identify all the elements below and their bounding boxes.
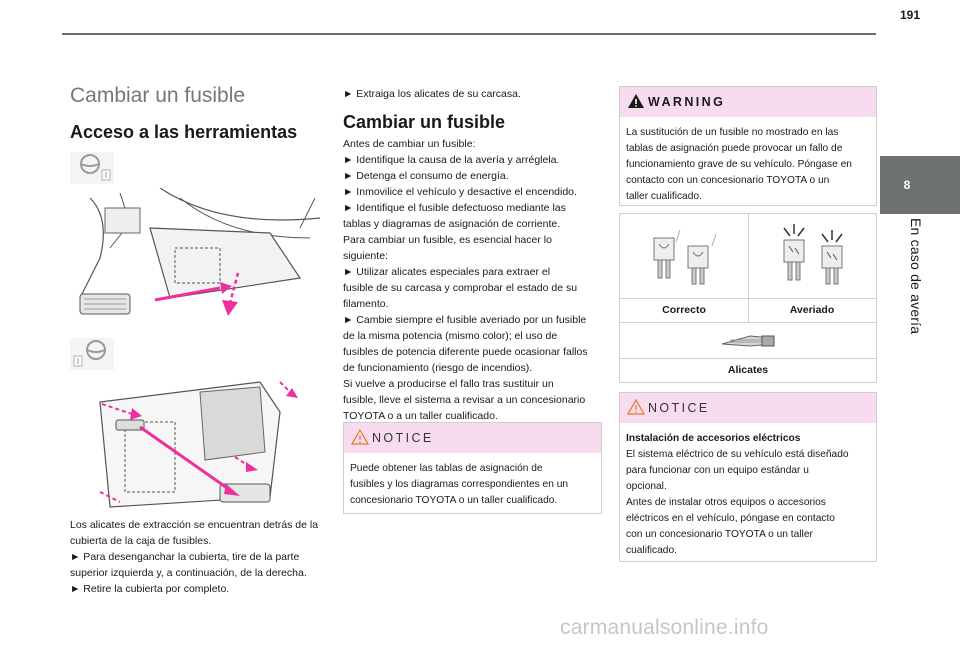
notice-label: NOTICE (372, 431, 434, 445)
notice-body (620, 423, 876, 565)
notice-line: concesionario TOYOTA o un taller cualificado. (350, 495, 558, 506)
chapter-tab[interactable] (880, 156, 960, 214)
pliers-icon (720, 330, 776, 352)
blown-fuse-icon (774, 222, 854, 290)
notice-body (344, 453, 601, 515)
caption-line: superior izquierda y, a continuación, de la derecha. (70, 567, 307, 579)
instruction-line: filamento. (343, 298, 389, 310)
notice-line: cualificado. (626, 545, 677, 556)
warning-line: contacto con un concesionario TOYOTA o un (626, 175, 830, 186)
notice-line: fusibles y los diagramas correspondientes en un (350, 479, 569, 490)
notice-label: NOTICE (648, 401, 710, 415)
caution-triangle-icon (351, 429, 369, 445)
warning-line: La sustitución de un fusible no mostrado en las (626, 127, 839, 138)
warning-label: WARNING (648, 95, 726, 109)
caption-line: Los alicates de extracción se encuentran detrás de la (70, 519, 319, 531)
warning-line: tablas de asignación puede provocar un fallo de (626, 143, 843, 154)
steering-wheel-icon (70, 338, 114, 370)
notice-subheading: Instalación de accesorios eléctricos (626, 433, 801, 444)
chapter-number: 8 (903, 178, 911, 192)
notice-box-accessories (619, 392, 877, 562)
instruction-line: de funcionamiento (riesgo de incendios). (343, 362, 533, 374)
fusebox-location-illustration (70, 188, 330, 326)
instruction-line: tablas y diagramas de asignación de corriente. (343, 218, 561, 230)
blown-label: Averiado (789, 304, 835, 316)
pliers-label: Alicates (727, 364, 769, 376)
tools-caption (70, 517, 332, 597)
table-divider (620, 358, 876, 359)
change-fuse-instructions (343, 136, 605, 424)
instruction-line: ► Detenga el consumo de energía. (343, 170, 509, 182)
page-number: 191 (899, 8, 920, 22)
notice-line: Antes de instalar otros equipos o accesorios (626, 497, 826, 508)
notice-header (620, 393, 876, 423)
instruction-line: fusible, lleve el sistema a revisar a un concesionario (343, 394, 586, 406)
warning-triangle-icon (627, 93, 645, 109)
notice-line: para funcionar con un equipo estándar u (626, 465, 809, 476)
notice-line: eléctricos en el vehículo, póngase en contacto (626, 513, 835, 524)
instruction-line: de la misma potencia (mismo color); el uso de (343, 330, 558, 342)
instruction-line: ► Identifique la causa de la avería y arréglela. (343, 154, 560, 166)
instruction-line: ► Identifique el fusible defectuoso mediante las (343, 202, 566, 214)
warning-body (620, 117, 876, 211)
notice-header (344, 423, 601, 453)
chapter-label: En caso de avería (908, 218, 924, 335)
warning-line: taller cualificado. (626, 191, 702, 202)
fusebox-cover-illustration (80, 372, 330, 510)
warning-box (619, 86, 877, 206)
caution-triangle-icon (627, 399, 645, 415)
page-title: Cambiar un fusible (70, 84, 246, 107)
notice-line: El sistema eléctrico de su vehículo está diseñado (626, 449, 849, 460)
instruction-line: Si vuelve a producirse el fallo tras sustituir un (343, 378, 554, 390)
instruction-line: fusible de su carcasa y comprobar el estado de su (343, 282, 578, 294)
watermark: carmanualsonline.info (560, 616, 769, 639)
warning-line: funcionamiento grave de su vehículo. Póngase en (626, 159, 852, 170)
instruction-line: ► Inmovilice el vehículo y desactive el encendido. (343, 186, 577, 198)
section-heading-tools: Acceso a las herramientas (70, 122, 298, 142)
instruction-line: TOYOTA o a un taller cualificado. (343, 410, 498, 422)
instruction-line: ► Utilizar alicates especiales para extraer el (343, 266, 551, 278)
instruction-line: ► Cambie siempre el fusible averiado por un fusible (343, 314, 587, 326)
extract-pliers-step: ► Extraiga los alicates de su carcasa. (343, 88, 521, 100)
table-divider (620, 322, 876, 323)
table-divider (620, 298, 876, 299)
instruction-line: Para cambiar un fusible, es esencial hacer lo (343, 234, 552, 246)
instruction-line: fusibles de potencia diferente puede ocasionar fallos (343, 346, 588, 358)
warning-header (620, 87, 876, 117)
caption-line: cubierta de la caja de fusibles. (70, 535, 212, 547)
fuse-state-table (619, 213, 877, 383)
notice-box-tables (343, 422, 602, 514)
instruction-line: siguiente: (343, 250, 388, 262)
notice-line: opcional. (626, 481, 667, 492)
header-rule (62, 33, 876, 35)
section-heading-change-fuse: Cambiar un fusible (343, 112, 506, 132)
caption-line: ► Para desenganchar la cubierta, tire de la parte (70, 551, 300, 563)
steering-wheel-icon (70, 152, 114, 184)
correct-label: Correcto (662, 304, 706, 316)
correct-fuse-icon (646, 224, 722, 290)
notice-line: con un concesionario TOYOTA o un taller (626, 529, 813, 540)
caption-line: ► Retire la cubierta por completo. (70, 583, 230, 595)
notice-line: Puede obtener las tablas de asignación de (350, 463, 543, 474)
instruction-line: Antes de cambiar un fusible: (343, 138, 476, 150)
